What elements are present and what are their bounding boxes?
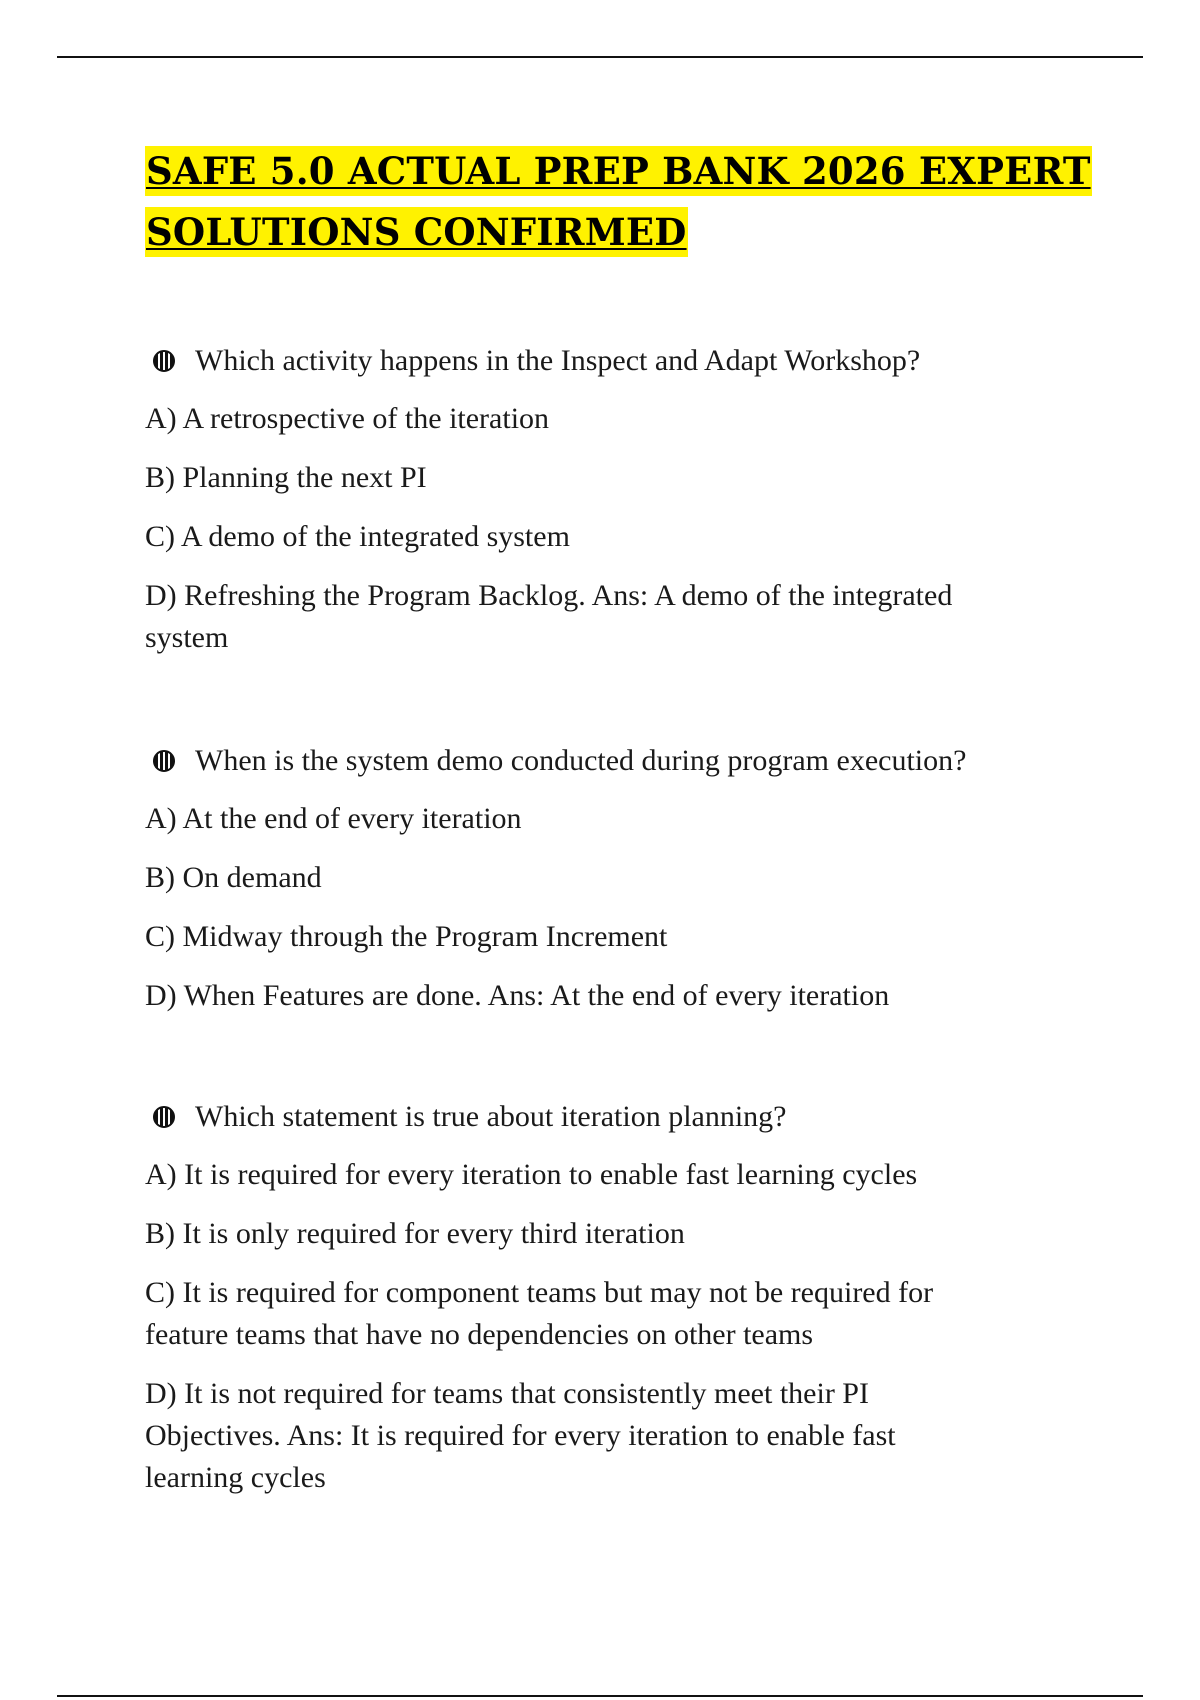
question-line <box>153 741 1045 781</box>
circle-bullet-icon <box>153 350 175 372</box>
top-rule <box>57 56 1143 58</box>
option-b: B) On demand <box>145 861 322 894</box>
question-block-3 <box>145 1097 1045 1499</box>
option-c: C) It is required for component teams but may not be required for feature teams that have no dependencies on other teams <box>145 1276 934 1351</box>
question-block-2 <box>145 741 1045 1017</box>
option-a: A) At the end of every iteration <box>145 802 522 835</box>
title-line-2: SOLUTIONS CONFIRMED <box>145 207 688 257</box>
document-title <box>145 146 1105 268</box>
question-line <box>153 341 1045 381</box>
option-d-answer: D) Refreshing the Program Backlog. Ans: A demo of the integrated system <box>145 579 953 654</box>
question-line <box>153 1097 1045 1137</box>
question-block-1 <box>145 341 1045 659</box>
circle-bullet-icon <box>153 750 175 772</box>
option-a: A) A retrospective of the iteration <box>145 402 550 435</box>
option-b: B) Planning the next PI <box>145 461 427 494</box>
option-a: A) It is required for every iteration to enable fast learning cycles <box>145 1158 918 1191</box>
circle-bullet-icon <box>153 1106 175 1128</box>
option-d-answer: D) It is not required for teams that consistently meet their PI Objectives. Ans: It is required for every iteration to enable fast learning cycles <box>145 1377 896 1494</box>
option-b: B) It is only required for every third iteration <box>145 1217 685 1250</box>
question-text: Which statement is true about iteration planning? <box>195 1100 787 1133</box>
title-line-1: SAFE 5.0 ACTUAL PREP BANK 2026 EXPERT <box>145 146 1092 196</box>
option-c: C) A demo of the integrated system <box>145 520 570 553</box>
question-text: When is the system demo conducted during program execution? <box>195 744 967 777</box>
bottom-rule <box>57 1695 1143 1697</box>
question-text: Which activity happens in the Inspect and Adapt Workshop? <box>195 344 921 377</box>
option-d-answer: D) When Features are done. Ans: At the end of every iteration <box>145 979 890 1012</box>
option-c: C) Midway through the Program Increment <box>145 920 668 953</box>
